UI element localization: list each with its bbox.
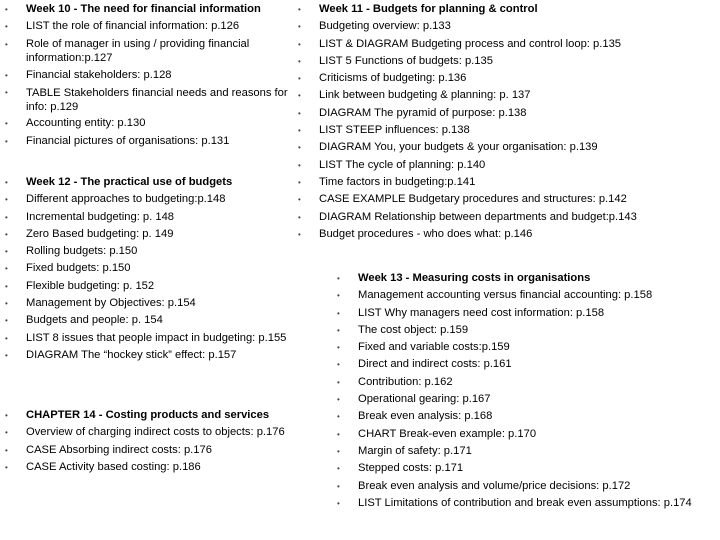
list-item-text: LIST STEEP influences: p.138 — [319, 124, 470, 137]
list-item-text: The cost object: p.159 — [358, 323, 469, 336]
list-item — [297, 105, 637, 122]
list-item-text: Stepped costs: p.171 — [358, 462, 464, 475]
list-item-text: CASE Activity based costing: p.186 — [26, 460, 201, 473]
list-item — [4, 67, 296, 84]
list-item — [4, 312, 286, 329]
list-item-text: Direct and indirect costs: p.161 — [358, 358, 512, 371]
list-item — [336, 339, 692, 356]
list-item-text: Operational gearing: p.167 — [358, 393, 491, 406]
list-item — [336, 374, 692, 391]
list-item — [4, 260, 286, 277]
list-item — [4, 226, 286, 243]
bullet-icon: • — [5, 229, 8, 239]
list-item-text: LIST 8 issues that people impact in budgeting: p.155 — [26, 331, 287, 344]
list-item-text: LIST Limitations of contribution and break even assumptions: p.174 — [358, 496, 692, 509]
bullet-icon: • — [5, 22, 8, 32]
list-item-text: Margin of safety: p.171 — [358, 444, 472, 457]
section-heading-text: Week 11 - Budgets for planning & control — [319, 3, 538, 15]
bullet-icon: • — [5, 281, 8, 291]
list-item-text: Rolling budgets: p.150 — [26, 245, 138, 258]
list-item-text: Different approaches to budgeting:p.148 — [26, 193, 226, 206]
list-item-text: Budgeting overview: p.133 — [319, 20, 451, 33]
list-item — [4, 243, 286, 260]
section-heading-text: Week 10 - The need for financial information — [26, 3, 261, 15]
list-item-text: Management by Objectives: p.154 — [26, 297, 196, 310]
list-item — [297, 87, 637, 104]
list-item — [297, 139, 637, 156]
list-item-text: DIAGRAM You, your budgets & your organisation: p.139 — [319, 141, 598, 154]
list-item-text: Flexible budgeting: p. 152 — [26, 279, 155, 292]
bullet-icon: • — [337, 498, 340, 508]
list-item — [297, 122, 637, 139]
list-item-text: LIST 5 Functions of budgets: p.135 — [319, 54, 493, 67]
list-item-text: Budgets and people: p. 154 — [26, 314, 163, 327]
list-item — [297, 174, 637, 191]
list-item-text: LIST Why managers need cost information: p.158 — [358, 306, 605, 319]
list-item — [4, 209, 286, 226]
list-item — [4, 115, 296, 132]
bullet-icon: • — [337, 360, 340, 370]
list-item-text: Contribution: p.162 — [358, 375, 453, 388]
section-heading — [336, 270, 692, 287]
list-item — [336, 460, 692, 477]
list-item — [4, 84, 296, 115]
section-heading-text: Week 12 - The practical use of budgets — [26, 176, 233, 188]
list-item — [297, 226, 637, 243]
bullet-icon: • — [298, 108, 301, 118]
bullet-icon: • — [298, 143, 301, 153]
bullet-icon: • — [5, 195, 8, 205]
list-item-text: Financial stakeholders: p.128 — [26, 68, 172, 81]
list-item-text: Zero Based budgeting: p. 149 — [26, 227, 174, 240]
list-item — [297, 53, 637, 70]
list-item — [297, 70, 637, 87]
list-item-text: LIST the role of financial information: p.126 — [26, 20, 240, 33]
list-item — [4, 442, 285, 459]
list-item-text: Budget procedures - who does what: p.146 — [319, 227, 533, 240]
bullet-icon: • — [5, 299, 8, 309]
bullet-icon: • — [5, 39, 8, 49]
list-item — [336, 495, 692, 512]
list-item-text: Overview of charging indirect costs to objects: p.176 — [26, 426, 285, 439]
bullet-icon: • — [298, 195, 301, 205]
bullet-icon: • — [5, 88, 8, 98]
bullet-icon: • — [337, 291, 340, 301]
list-item — [4, 18, 296, 35]
list-item — [4, 330, 286, 347]
bullet-icon: • — [298, 5, 301, 14]
list-item-text: LIST & DIAGRAM Budgeting process and control loop: p.135 — [319, 37, 622, 50]
list-item — [4, 191, 286, 208]
bullet-icon: • — [5, 70, 8, 80]
section-week-11 — [297, 1, 637, 243]
list-item-text: Time factors in budgeting:p.141 — [319, 175, 476, 188]
list-item — [336, 305, 692, 322]
list-item-text: DIAGRAM The pyramid of purpose: p.138 — [319, 106, 527, 119]
list-item-text: Fixed budgets: p.150 — [26, 262, 131, 275]
list-item-text: TABLE Stakeholders financial needs and reasons for info: p.129 — [26, 86, 288, 113]
bullet-icon: • — [5, 445, 8, 455]
section-week-13 — [336, 270, 692, 512]
bullet-icon: • — [298, 126, 301, 136]
section-heading — [4, 407, 285, 424]
list-item — [4, 424, 285, 441]
bullet-icon: • — [337, 464, 340, 474]
bullet-icon: • — [337, 274, 340, 283]
section-heading-text: CHAPTER 14 - Costing products and services — [26, 409, 270, 421]
list-item-text: CASE Absorbing indirect costs: p.176 — [26, 443, 212, 456]
section-heading — [4, 1, 296, 18]
bullet-icon: • — [5, 212, 8, 222]
list-item — [336, 287, 692, 304]
list-item-text: Role of manager in using / providing financial information:p.127 — [26, 38, 250, 65]
list-item — [4, 347, 286, 364]
bullet-icon: • — [5, 136, 8, 146]
list-item-text: Link between budgeting & planning: p. 137 — [319, 89, 531, 102]
list-item-text: DIAGRAM The “hockey stick” effect: p.157 — [26, 348, 237, 361]
bullet-icon: • — [337, 412, 340, 422]
bullet-icon: • — [298, 91, 301, 101]
list-item-text: CHART Break-even example: p.170 — [358, 427, 537, 440]
bullet-icon: • — [337, 446, 340, 456]
bullet-icon: • — [5, 350, 8, 360]
bullet-icon: • — [337, 377, 340, 387]
section-heading — [297, 1, 637, 18]
section-chapter-14 — [4, 407, 285, 476]
bullet-icon: • — [337, 325, 340, 335]
list-item — [4, 295, 286, 312]
bullet-icon: • — [298, 212, 301, 222]
list-item — [336, 426, 692, 443]
list-item — [297, 157, 637, 174]
section-week-10 — [4, 1, 296, 150]
list-item — [297, 191, 637, 208]
list-item-text: Criticisms of budgeting: p.136 — [319, 72, 467, 85]
list-item-text: Fixed and variable costs:p.159 — [358, 341, 510, 354]
bullet-icon: • — [298, 229, 301, 239]
list-item — [336, 478, 692, 495]
bullet-icon: • — [298, 177, 301, 187]
bullet-icon: • — [298, 39, 301, 49]
bullet-icon: • — [5, 428, 8, 438]
list-item-text: Break even analysis: p.168 — [358, 410, 493, 423]
list-item-text: Accounting entity: p.130 — [26, 117, 146, 130]
bullet-icon: • — [5, 247, 8, 257]
list-item — [4, 36, 296, 67]
bullet-icon: • — [298, 74, 301, 84]
list-item — [336, 356, 692, 373]
list-item-text: Incremental budgeting: p. 148 — [26, 210, 175, 223]
bullet-icon: • — [5, 316, 8, 326]
bullet-icon: • — [337, 395, 340, 405]
list-item — [336, 391, 692, 408]
bullet-icon: • — [337, 429, 340, 439]
list-item-text: Break even analysis and volume/price decisions: p.172 — [358, 479, 631, 492]
list-item — [336, 443, 692, 460]
bullet-icon: • — [5, 119, 8, 129]
list-item-text: CASE EXAMPLE Budgetary procedures and structures: p.142 — [319, 193, 627, 206]
list-item — [336, 408, 692, 425]
bullet-icon: • — [5, 178, 8, 187]
list-item-text: Financial pictures of organisations: p.131 — [26, 134, 230, 147]
list-item-text: LIST The cycle of planning: p.140 — [319, 158, 486, 171]
bullet-icon: • — [5, 5, 8, 14]
bullet-icon: • — [298, 56, 301, 66]
section-week-12 — [4, 174, 286, 364]
bullet-icon: • — [298, 160, 301, 170]
list-item — [4, 133, 296, 150]
list-item — [297, 209, 637, 226]
list-item — [297, 36, 637, 53]
list-item — [297, 18, 637, 35]
section-heading-text: Week 13 - Measuring costs in organisations — [358, 272, 591, 284]
list-item — [4, 459, 285, 476]
list-item — [336, 322, 692, 339]
bullet-icon: • — [5, 411, 8, 420]
bullet-icon: • — [5, 462, 8, 472]
list-item-text: Management accounting versus financial accounting: p.158 — [358, 289, 653, 302]
bullet-icon: • — [5, 333, 8, 343]
section-heading — [4, 174, 286, 191]
list-item — [4, 278, 286, 295]
list-item-text: DIAGRAM Relationship between departments and budget:p.143 — [319, 210, 637, 223]
bullet-icon: • — [298, 22, 301, 32]
bullet-icon: • — [337, 308, 340, 318]
bullet-icon: • — [337, 343, 340, 353]
bullet-icon: • — [5, 264, 8, 274]
bullet-icon: • — [337, 481, 340, 491]
